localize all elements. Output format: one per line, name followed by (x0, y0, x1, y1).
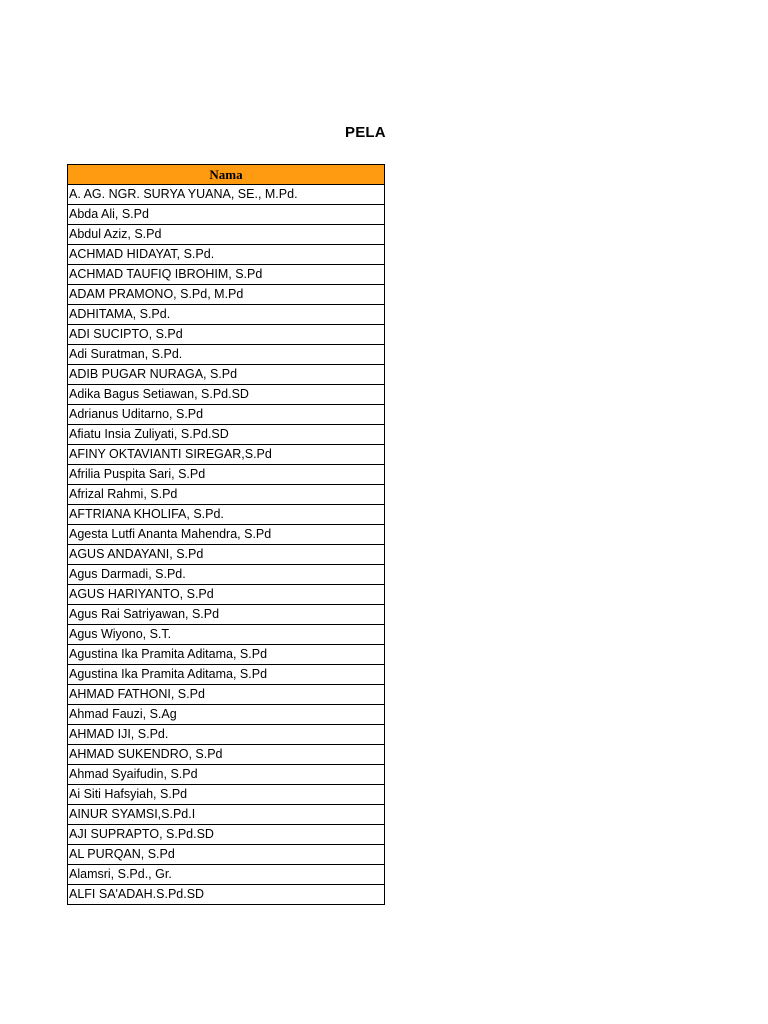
table-row (68, 285, 385, 305)
table-row (68, 345, 385, 365)
name-cell: Afiatu Insia Zuliyati, S.Pd.SD (68, 425, 385, 445)
name-cell: Alamsri, S.Pd., Gr. (68, 865, 385, 885)
table-row (68, 565, 385, 585)
name-cell: ACHMAD HIDAYAT, S.Pd. (68, 245, 385, 265)
table-row (68, 745, 385, 765)
name-cell: ADI SUCIPTO, S.Pd (68, 325, 385, 345)
table-row (68, 265, 385, 285)
table-header-row (68, 165, 385, 185)
name-cell: AFTRIANA KHOLIFA, S.Pd. (68, 505, 385, 525)
name-table (67, 164, 385, 905)
name-cell: ADHITAMA, S.Pd. (68, 305, 385, 325)
name-cell: ADAM PRAMONO, S.Pd, M.Pd (68, 285, 385, 305)
table-row (68, 625, 385, 645)
table-row (68, 765, 385, 785)
name-cell: AHMAD SUKENDRO, S.Pd (68, 745, 385, 765)
name-cell: AL PURQAN, S.Pd (68, 845, 385, 865)
table-row (68, 385, 385, 405)
table-row (68, 445, 385, 465)
table-row (68, 885, 385, 905)
name-cell: ALFI SA'ADAH.S.Pd.SD (68, 885, 385, 905)
name-cell: Agustina Ika Pramita Aditama, S.Pd (68, 645, 385, 665)
name-cell: Adrianus Uditarno, S.Pd (68, 405, 385, 425)
name-cell: Agus Darmadi, S.Pd. (68, 565, 385, 585)
name-cell: AFINY OKTAVIANTI SIREGAR,S.Pd (68, 445, 385, 465)
table-row (68, 465, 385, 485)
name-cell: Agustina Ika Pramita Aditama, S.Pd (68, 665, 385, 685)
table-row (68, 785, 385, 805)
name-cell: AJI SUPRAPTO, S.Pd.SD (68, 825, 385, 845)
name-cell: ACHMAD TAUFIQ IBROHIM, S.Pd (68, 265, 385, 285)
table-row (68, 585, 385, 605)
table-row (68, 225, 385, 245)
table-row (68, 705, 385, 725)
name-cell: Ahmad Syaifudin, S.Pd (68, 765, 385, 785)
table-row (68, 245, 385, 265)
name-cell: AGUS HARIYANTO, S.Pd (68, 585, 385, 605)
name-cell: Agus Wiyono, S.T. (68, 625, 385, 645)
name-cell: AGUS ANDAYANI, S.Pd (68, 545, 385, 565)
table-row (68, 505, 385, 525)
table-row (68, 425, 385, 445)
name-cell: Agesta Lutfi Ananta Mahendra, S.Pd (68, 525, 385, 545)
name-cell: AHMAD FATHONI, S.Pd (68, 685, 385, 705)
column-header-nama: Nama (68, 165, 385, 185)
name-cell: Adika Bagus Setiawan, S.Pd.SD (68, 385, 385, 405)
table-row (68, 805, 385, 825)
page-title: PELA (345, 124, 386, 141)
name-cell: Abda Ali, S.Pd (68, 205, 385, 225)
table-row (68, 205, 385, 225)
table-row (68, 525, 385, 545)
table-row (68, 665, 385, 685)
name-cell: AINUR SYAMSI,S.Pd.I (68, 805, 385, 825)
table-row (68, 685, 385, 705)
table-row (68, 645, 385, 665)
name-cell: Adi Suratman, S.Pd. (68, 345, 385, 365)
name-cell: Afrilia Puspita Sari, S.Pd (68, 465, 385, 485)
table-row (68, 605, 385, 625)
table-row (68, 545, 385, 565)
table-row (68, 365, 385, 385)
name-cell: AHMAD IJI, S.Pd. (68, 725, 385, 745)
name-cell: A. AG. NGR. SURYA YUANA, SE., M.Pd. (68, 185, 385, 205)
table-body (68, 185, 385, 905)
name-cell: Ahmad Fauzi, S.Ag (68, 705, 385, 725)
table-row (68, 185, 385, 205)
table-row (68, 865, 385, 885)
table-row (68, 405, 385, 425)
name-cell: ADIB PUGAR NURAGA, S.Pd (68, 365, 385, 385)
name-cell: Afrizal Rahmi, S.Pd (68, 485, 385, 505)
table-row (68, 325, 385, 345)
table-row (68, 485, 385, 505)
table-row (68, 845, 385, 865)
name-cell: Ai Siti Hafsyiah, S.Pd (68, 785, 385, 805)
table-row (68, 825, 385, 845)
name-cell: Abdul Aziz, S.Pd (68, 225, 385, 245)
name-cell: Agus Rai Satriyawan, S.Pd (68, 605, 385, 625)
table-row (68, 725, 385, 745)
table-row (68, 305, 385, 325)
